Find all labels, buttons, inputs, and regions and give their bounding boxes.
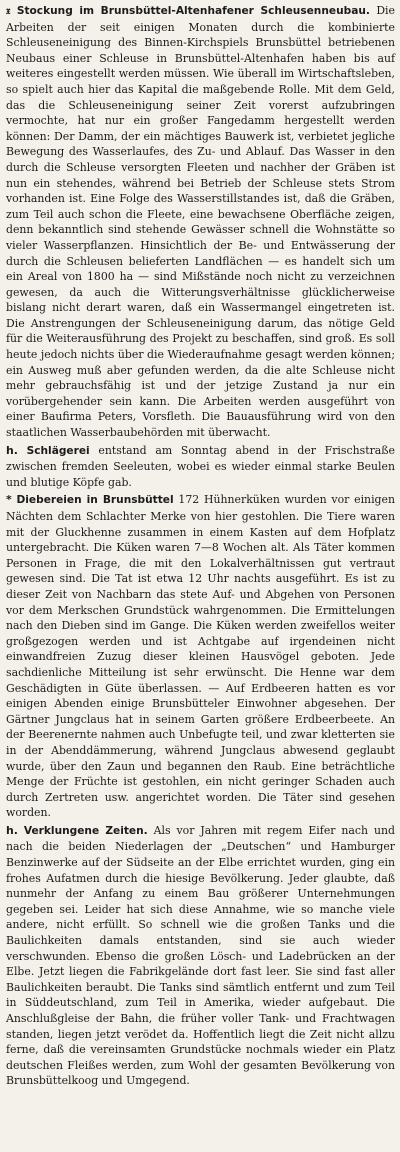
article-paragraph (6, 3, 395, 441)
article-verklungene-zeiten (6, 823, 395, 1089)
article-paragraph (6, 443, 395, 491)
article-headline: Stockung im Brunsbüttel-Altenhafener Schleusenneubau. (16, 5, 370, 17)
article-headline: Diebereien in Brunsbüttel (16, 494, 174, 507)
article-headline: Schlägerei (26, 444, 90, 457)
article-marker: h. (6, 823, 18, 837)
article-marker: * (6, 493, 12, 507)
article-body: Die Arbeiten der seit einigen Monaten durch die kombinierte Schleuseneinigung des Binnen-Kirchspiels Brunsbüttel betriebenen Neubaus einer Schleuse in Brunsbüttel-Altenhafen haben bis auf weiteres eingestellt werden müssen. Wie überall im Wirtschaftsleben, so spielt auch hier das Kapital die maßgebende Rolle. Mit dem Geld, das die Schleuseneinigung seiner Zeit vorerst aufzubringen vermochte, hat nur ein großer Fangedamm hergestellt werden können: Der Damm, der ein mächtiges Bauwerk ist, verbietet jegliche Bewegung des Wasserlaufes, des Zu- und Ablauf. Das Wasser in den durch die Schleuse versorgten Fleeten und nachher der Gräben ist nun ein stehendes, während bei Betrieb der Schleuse stets Strom vorhanden ist. Eine Folge des Wasserstillstandes ist, daß die Gräben, zum Teil auch schon die Fleete, eine bewachsene Oberfläche zeigen, denn bekanntlich sind stehende Gewässer schnell die Wohnstätte so vieler Wasserpflanzen. Hinsichtlich der Be- und Entwässerung der durch die Schleusen belieferten Landflächen — es handelt sich um ein Areal von 1800 ha — sind Mißstände noch nicht zu verzeichnen gewesen, da auch die Witterungsverhältnisse glücklicherweise bislang nicht derart waren, daß ein Wassermangel eingetreten ist. Die Anstrengungen der Schleuseneinigung darum, das nötige Geld für die Weiterausführung des Projekt zu beschaffen, sind groß. Es soll heute jedoch nichts über die Wiederaufnahme gesagt werden können; ein Ausweg muß aber gefunden werden, da die alte Schleuse nicht mehr gebrauchsfähig ist und der jetzige Zustand ja nur ein vorübergehender sein kann. Die Arbeiten werden ausgeführt von einer Baufirma Peters, Vorsfleth. Die Bauausführung wird von den staatlichen Wasserbaubehörden mit überwacht. (6, 4, 395, 440)
article-body: 172 Hühnerküken wurden vor einigen Nächten dem Schlachter Merke von hier gestohlen. Die Tiere waren mit der Gluckhenne zusammen in einem Kasten auf dem Hofplatz untergebracht. Die Küken waren 7—8 Wochen alt. Als Täter kommen Personen in Frage, die mit den Lokalverhältnissen gut vertraut gewesen sind. Die Tat ist etwa 12 Uhr nachts ausgeführt. Es ist zu dieser Zeit von Nachbarn das stete Auf- und Abgehen von Personen vor dem Merkschen Grundstück wahrgenommen. Die Ermittelungen nach den Dieben sind im Gange. Die Küken werden zweifellos weiter großgezogen werden und ist Achtgabe auf irgendeinen nicht einwandfreien Zuzug dieser kleinen Hausvögel geboten. Jede sachdienliche Mitteilung ist sehr erwünscht. Die Henne war dem Geschädigten in Güte überlassen. — Auf Erdbeeren hatten es vor einigen Abenden einige Brunsbütteler Einwohner abgesehen. Der Gärtner Jungclaus hat in seinem Garten größere Erdbeerbeete. An der Beerenernte nahmen auch Unbefugte teil, und zwar kletterten sie in der Abenddämmerung, während Jungclaus abwesend geglaubt wurde, über den Zaun und begannen den Raub. Eine beträchtliche Menge der Früchte ist gestohlen, ein nicht geringer Schaden auch durch Zertreten usw. angerichtet worden. Die Täter sind gesehen worden. (6, 493, 395, 820)
article-diebereien (6, 492, 395, 820)
article-marker: h. (6, 443, 18, 457)
article-schlaegerei (6, 443, 395, 491)
article-paragraph (6, 492, 395, 820)
article-marker: 𝔵 (6, 4, 11, 17)
article-body: Als vor Jahren mit regem Eifer nach und nach die beiden Niederlagen der „Deutschen“ und Hamburger Benzinwerke auf der Südseite an der Elbe errichtet wurden, ging ein frohes Aufatmen durch die hiesige Bevölkerung. Jeder glaubte, daß nunmehr der Anfang zu einem Bau größerer Unternehmungen gegeben sei. Leider hat sich diese Annahme, wie so manche viele andere, nicht erfüllt. So schnell wie die großen Tanks und die Baulichkeiten damals entstanden, sind sie auch wieder verschwunden. Ebenso die großen Lösch- und Ladebrücken an der Elbe. Jetzt liegen die Fabrikgelände dort fast leer. Sie sind fast aller Baulichkeiten beraubt. Die Tanks sind sämtlich entfernt und zum Teil in Süddeutschland, zum Teil in Amerika, wieder aufgebaut. Die Anschlußgleise der Bahn, die früher voller Tank- und Frachtwagen standen, liegen jetzt verödet da. Hoffentlich liegt die Zeit nicht allzu ferne, daß die vereinsamten Grundstücke nochmals wieder ein Platz deutschen Fleißes werden, zum Wohl der gesamten Bevölkerung von Brunsbüttelkoog und Umgegend. (6, 823, 395, 1088)
article-paragraph (6, 823, 395, 1089)
article-schleusenneubau (6, 3, 395, 441)
article-headline: Verklungene Zeiten. (23, 824, 148, 837)
article-body: entstand am Sonntag abend in der Frischstraße zwischen fremden Seeleuten, wobei es wieder einmal starke Beulen und blutige Köpfe gab. (6, 443, 395, 489)
